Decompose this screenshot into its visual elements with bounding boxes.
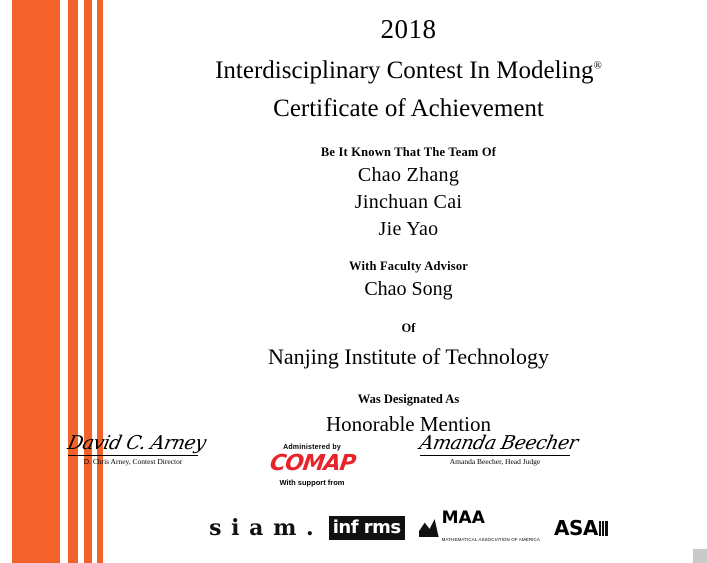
administered-by-label: Administered by: [283, 444, 341, 451]
advisor-label: With Faculty Advisor: [348, 259, 469, 273]
document-title: Certificate of Achievement: [273, 95, 544, 122]
award-name: Honorable Mention: [325, 412, 492, 436]
signature-caption-contest-director: D. Chris Arney, Contest Director: [83, 457, 183, 466]
signature-head-judge: Amanda Beecher: [417, 432, 580, 454]
scrollbar-corner: [693, 549, 707, 563]
asa-logo-icon: [554, 516, 608, 540]
registered-trademark-icon: ®: [593, 59, 602, 72]
maa-logo-text: MAA: [441, 508, 485, 528]
comap-logo-icon: COMAP: [267, 451, 357, 476]
advisor-name: Chao Song: [364, 278, 453, 300]
signature-block-head-judge: [417, 432, 580, 466]
signature-block-contest-director: [65, 432, 208, 466]
of-label: Of: [401, 321, 416, 335]
certificate-year: 2018: [380, 14, 437, 44]
asa-bars-icon: [599, 521, 608, 536]
signature-rule-right: [420, 455, 570, 456]
maa-logo-icon: [419, 510, 540, 546]
team-member-2: Jinchuan Cai: [354, 191, 463, 213]
team-member-3: Jie Yao: [378, 218, 439, 240]
team-label: Be It Known That The Team Of: [320, 145, 497, 159]
team-member-1: Chao Zhang: [357, 164, 460, 186]
siam-logo-icon: s i a m .: [209, 515, 315, 541]
contest-title: [110, 57, 707, 85]
signature-caption-head-judge: Amanda Beecher, Head Judge: [449, 457, 541, 466]
support-label: With support from: [279, 478, 345, 487]
maa-logo-text-group: [442, 510, 540, 546]
institution-name: Nanjing Institute of Technology: [268, 344, 549, 369]
sponsor-logo-strip: [0, 508, 707, 548]
designation-label: Was Designated As: [357, 392, 460, 406]
signature-rule-left: [68, 455, 198, 456]
administrator-block: [252, 444, 372, 487]
informs-logo-icon: inf rms: [329, 516, 405, 540]
asa-logo-text: ASA: [554, 516, 598, 540]
maa-mountain-icon: [419, 519, 439, 537]
signature-contest-director: David C. Arney: [65, 432, 208, 454]
maa-logo-subtext: MATHEMATICAL ASSOCIATION OF AMERICA: [441, 537, 540, 542]
contest-title-text: Interdisciplinary Contest In Modeling: [215, 57, 594, 84]
